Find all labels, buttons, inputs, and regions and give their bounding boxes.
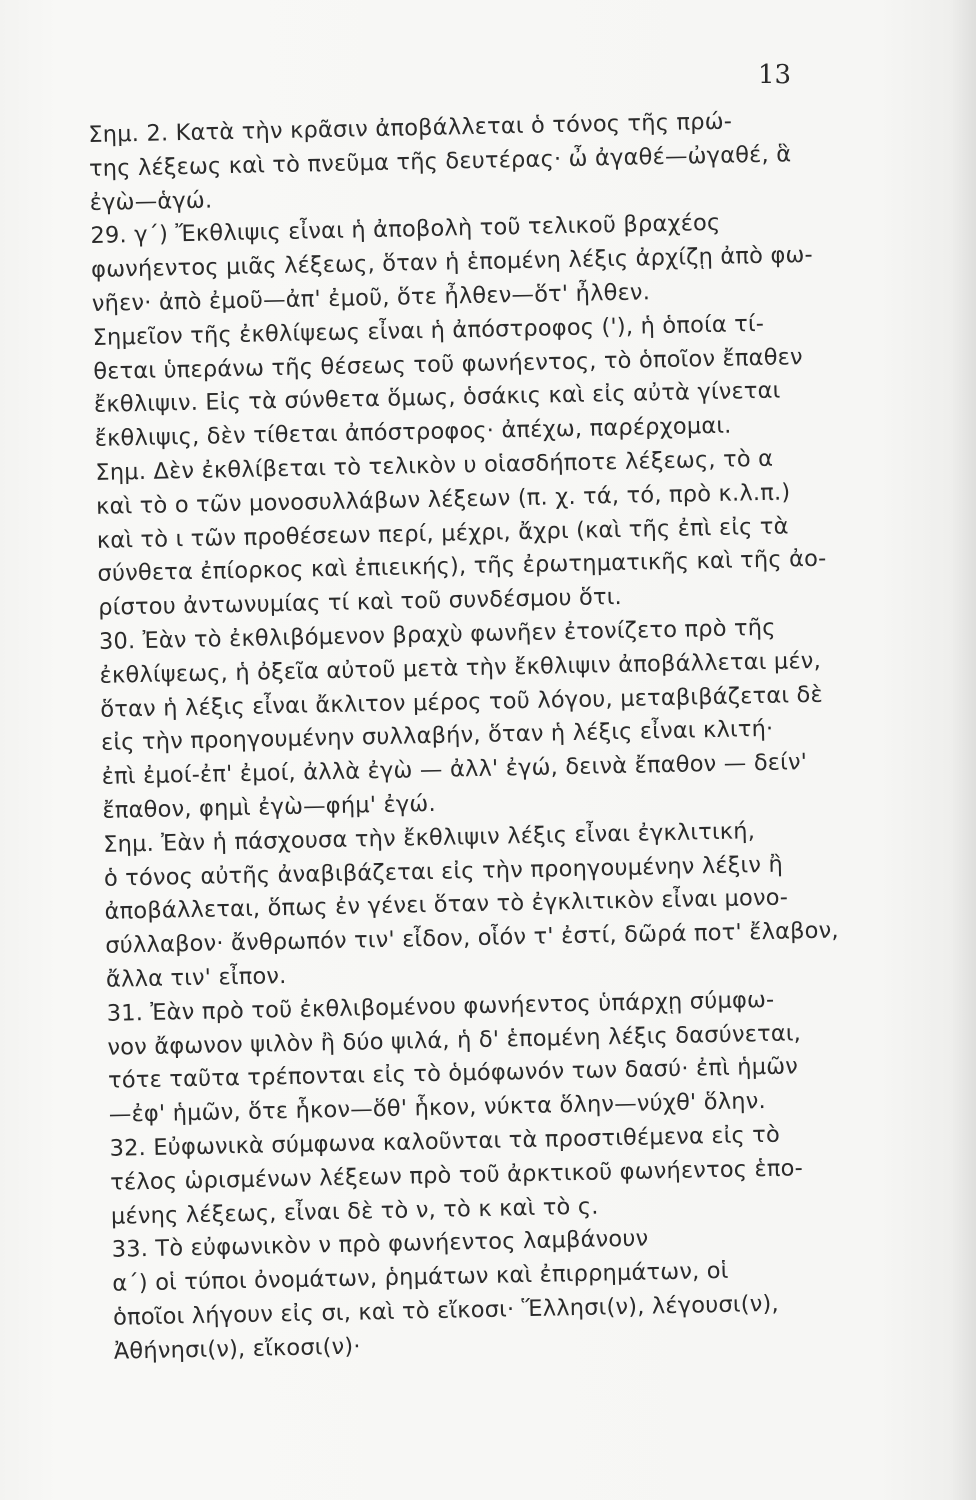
text-line: —ἐφ' ἡμῶν, ὅτε ἧκον—ὅθ' ἧκον, νύκτα ὅλην—νύχθ' ὅλην. [108,1088,767,1128]
text-line: σύνθετα ἐπίορκος καὶ ἐπιεικής), τῆς ἐρωτηματικῆς καὶ τῆς ἀο- [97,545,827,588]
text-line: ὅταν ἡ λέξις εἶναι ἄκλιτον μέρος τοῦ λόγου, μεταβιβάζεται δὲ [100,681,824,723]
text-line: τότε ταῦτα τρέπονται εἰς τὸ ὁμόφωνόν των δασύ· ἐπὶ ἡμῶν [107,1053,799,1095]
text-line: Σημ. Ἐὰν ἡ πάσχουσα τὴν ἔκθλιψιν λέξις εἶναι ἐγκλιτική, [102,817,756,858]
text-line: ρίστου ἀντωνυμίας τί καὶ τοῦ συνδέσμου ὅτι. [97,584,623,622]
text-line: ἐγὼ—ἁγώ. [89,187,213,216]
page-edge-shadow [950,0,976,1500]
text-line: 33. Τὸ εὐφωνικὸν ν πρὸ φωνήεντος λαμβάνουν [111,1225,649,1264]
text-line: μένης λέξεως, εἶναι δὲ τὸ ν, τὸ κ καὶ τὸ ς. [110,1193,599,1230]
text-line: ἔπαθον, φημὶ ἐγὼ—φήμ' ἐγώ. [102,790,437,824]
text-line: ἔκθλιψιν. Εἰς τὰ σύνθετα ὅμως, ὁσάκις καὶ εἰς αὐτὰ γίνεται [93,377,781,419]
text-line: Σημ. Δὲν ἐκθλίβεται τὸ τελικὸν υ οἱασδήποτε λέξεως, τὸ α [95,445,774,486]
text-line: 32. Εὐφωνικὰ σύμφωνα καλοῦνται τὰ προστιθέμενα εἰς τὸ [109,1121,781,1162]
text-line: καὶ τὸ ι τῶν προθέσεων περί, μέχρι, ἄχρι (καὶ τῆς ἐπὶ εἰς τὰ [96,512,789,554]
text-line: 30. Ἐὰν τὸ ἐκθλιβόμενον βραχὺ φωνῆεν ἐτονίζετο πρὸ τῆς [98,614,776,655]
text-line: Ἀθήνησι(ν), εἴκοσι(ν)· [113,1333,361,1365]
text-line: ὁποῖοι λήγουν εἰς σι, καὶ τὸ εἴκοσι· Ἕλλησι(ν), λέγουσι(ν), [112,1290,780,1331]
text-line: τέλος ὡρισμένων λέξεων πρὸ τοῦ ἀρκτικοῦ φωνήεντος ἑπο- [110,1154,804,1196]
text-line: Σημεῖον τῆς ἐκθλίψεως εἶναι ἡ ἀπόστροφος ('), ἡ ὁποία τί- [92,310,765,351]
text-line: θεται ὑπεράνω τῆς θέσεως τοῦ φωνήεντος, τὸ ὁποῖον ἔπαθεν [93,343,804,385]
text-line: ὁ τόνος αὐτῆς ἀναβιβάζεται εἰς τὴν προηγουμένην λέξιν ἢ [103,851,784,892]
text-line: της λέξεως καὶ τὸ πνεῦμα τῆς δευτέρας· ὦ ἀγαθέ—ὠγαθέ, ἃ [88,141,792,182]
text-line: α΄) οἱ τύποι ὀνομάτων, ῥημάτων καὶ ἐπιρρημάτων, οἱ [112,1257,729,1297]
text-block [88,102,904,1369]
text-line: ἔκθλιψις, δὲν τίθεται ἀπόστροφος· ἀπέχω, παρέρχομαι. [94,412,732,453]
text-line: ἐπὶ ἐμοί-ἐπ' ἐμοί, ἀλλὰ ἐγὼ — ἀλλ' ἐγώ, δεινὰ ἔπαθον — δείν' [101,749,808,790]
text-line: ἄλλα τιν' εἶπον. [105,962,287,993]
text-line: 29. γ΄) Ἔκθλιψις εἶναι ἡ ἀποβολὴ τοῦ τελικοῦ βραχέος [90,210,721,250]
text-line: καὶ τὸ ο τῶν μονοσυλλάβων λέξεων (π. χ. τά, τό, πρὸ κ.λ.π.) [95,479,791,520]
text-line: Σημ. 2. Κατὰ τὴν κρᾶσιν ἀποβάλλεται ὁ τόνος τῆς πρώ- [88,108,733,148]
text-line: 31. Ἐὰν πρὸ τοῦ ἐκθλιβομένου φωνήεντος ὑπάρχῃ σύμφω- [106,986,775,1027]
text-line: σύλλαβον· ἄνθρωπόν τιν' εἶδον, οἷόν τ' ἐστί, δῶρά ποτ' ἔλαβον, [105,917,840,959]
text-line: ἀποβάλλεται, ὅπως ἐν γένει ὅταν τὸ ἐγκλιτικὸν εἶναι μονο- [104,884,789,926]
text-line: νον ἄφωνον ψιλὸν ἢ δύο ψιλά, ἡ δ' ἑπομένη λέξις δασύνεται, [107,1019,802,1061]
text-line: φωνήεντος μιᾶς λέξεως, ὅταν ἡ ἑπομένη λέξις ἀρχίζῃ ἀπὸ φω- [90,242,814,284]
text-line: νῆεν· ἀπὸ ἐμοῦ—ἀπ' ἐμοῦ, ὅτε ἦλθεν—ὅτ' ἦλθεν. [91,279,651,317]
text-line: ἐκθλίψεως, ἡ ὀξεῖα αὐτοῦ μετὰ τὴν ἔκθλιψιν ἀποβάλλεται μέν, [99,647,822,689]
text-line: εἰς τὴν προηγουμένην συλλαβήν, ὅταν ἡ λέξις εἶναι κλιτή· [100,716,774,757]
page-number: 13 [758,60,792,90]
